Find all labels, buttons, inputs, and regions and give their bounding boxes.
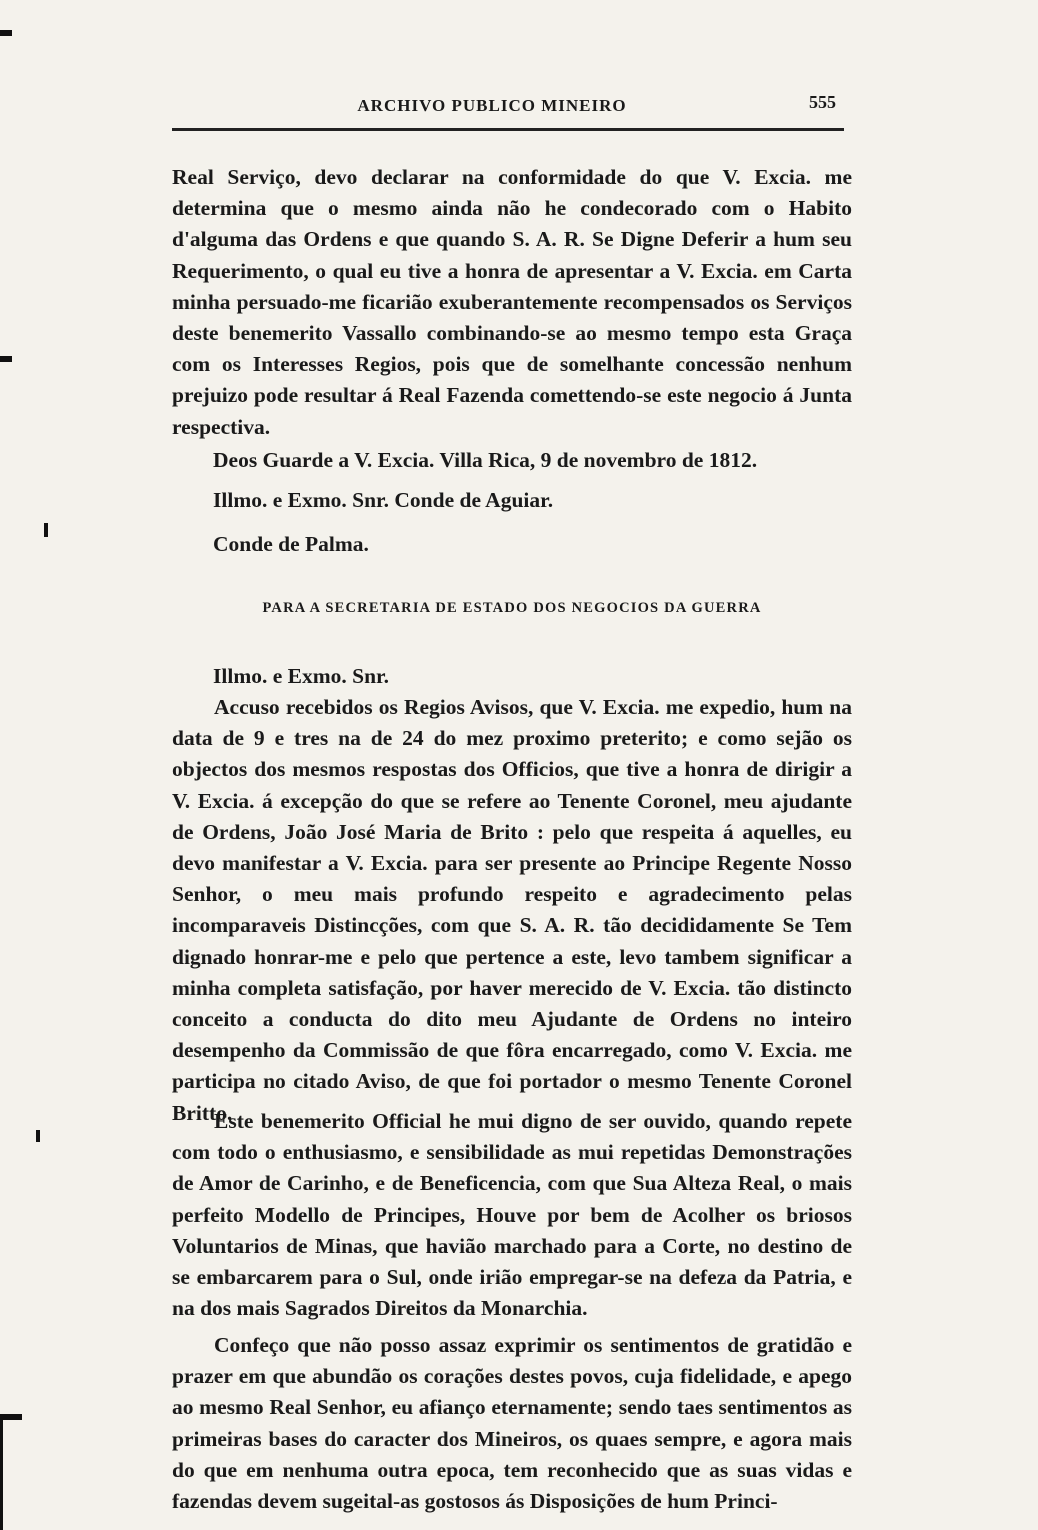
scan-edge-mark: [0, 1420, 3, 1530]
letter-2-paragraph-3: Confeço que não posso assaz exprimir os sentimentos de gratidão e prazer em que abundão os corações destes povos, cuja fidelidade, e apego ao mesmo Real Senhor, eu afianço eternamente; sendo taes sentimentos as primeiras bases do caracter dos Mineiros, os quaes sempre, e agora mais do que em nenhuma outra epoca, tem reconhecido que as suas vidas e fazendas devem sugeital-as gostosos ás Disposições de hum Princi-: [172, 1333, 852, 1514]
scan-edge-mark: [0, 356, 12, 362]
letter-1-closing: Deos Guarde a V. Excia. Villa Rica, 9 de novembro de 1812.: [213, 448, 758, 472]
page-number: 555: [809, 92, 836, 112]
scan-edge-mark: [36, 1130, 40, 1142]
scan-edge-mark: [44, 523, 48, 537]
header-rule: [172, 128, 844, 131]
letter-1-signature: Conde de Palma.: [213, 532, 369, 556]
letter-2-paragraph-2: Este benemerito Official he mui digno de ser ouvido, quando repete com todo o enthusiasmo, e sensibilidade as mui repetidas Demonstrações de Amor de Carinho, e de Beneficencia, com que Sua Alteza Real, o mais perfeito Modello de Principes, Houve por bem de Acolher os briosos Voluntarios de Minas, que havião marchado para a Corte, no destino de se embarcarem para o Sul, onde irião empregar-se na defeza da Patria, e na dos mais Sagrados Direitos da Monarchia.: [172, 1109, 852, 1321]
scan-edge-mark: [0, 1414, 22, 1420]
running-title: ARCHIVO PUBLICO MINEIRO: [357, 96, 627, 115]
section-heading: PARA A SECRETARIA DE ESTADO DOS NEGOCIOS DA GUERRA: [262, 600, 762, 616]
letter-1-body: Real Serviço, devo declarar na conformidade do que V. Excia. me determina que o mesmo ainda não he condecorado com o Habito d'alguma das Ordens e que quando S. A. R. Se Digne Deferir a hum seu Requerimento, o qual eu tive a honra de apresentar a V. Excia. em Carta minha persuado-me ficarião exuberantemente recompensados os Serviços deste benemerito Vassallo combinando-se ao mesmo tempo esta Graça com os Interesses Regios, pois que de somelhante concessão nenhum prejuizo pode resultar á Real Fazenda comettendo-se este negocio á Junta respectiva.: [172, 165, 852, 439]
running-header: [172, 92, 844, 128]
letter-1-addressee: Illmo. e Exmo. Snr. Conde de Aguiar.: [213, 488, 554, 512]
letter-2-paragraph-1: Accuso recebidos os Regios Avisos, que V. Excia. me expedio, hum na data de 9 e tres na de 24 do mez proximo preterito; e como sejão os objectos dos mesmos respostas dos Officios, que tive a honra de dirigir a V. Excia. á excepção do que se refere ao Tenente Coronel, meu ajudante de Ordens, João José Maria de Brito : pelo que respeita á aquelles, eu devo manifestar a V. Excia. para ser presente ao Principe Regente Nosso Senhor, o meu mais profundo respeito e agradecimento pelas incomparaveis Distincções, com que S. A. R. tão decididamente Se Tem dignado honrar-me e pelo que pertence a este, levo tambem significar a minha completa satisfação, por haver merecido de V. Excia. tão distincto conceito a conducta do dito meu Ajudante de Ordens no inteiro desempenho da Commissão de que fôra encarregado, como V. Excia. me participa no citado Aviso, de que foi portador o mesmo Tenente Coronel Britto.: [172, 695, 852, 1125]
letter-2-salutation: Illmo. e Exmo. Snr.: [213, 664, 389, 688]
scan-edge-mark: [0, 30, 12, 36]
